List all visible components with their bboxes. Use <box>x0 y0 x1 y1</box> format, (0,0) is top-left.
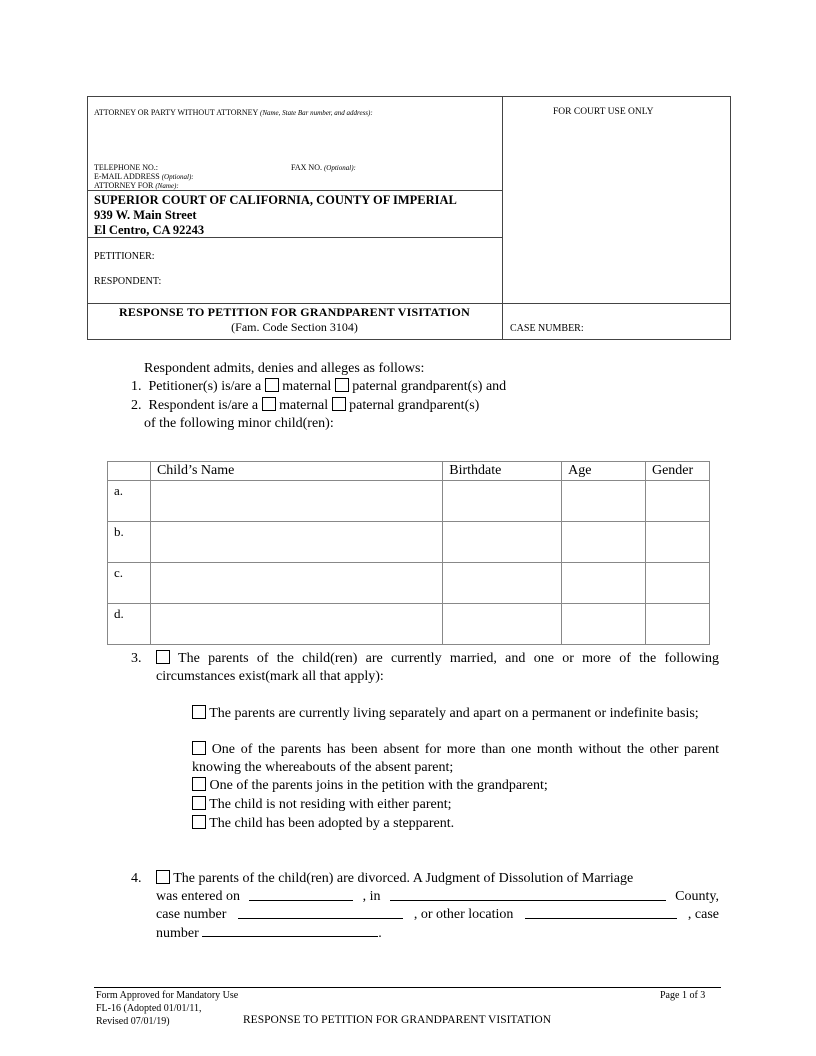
item-4-line-2: was entered on , in County, <box>156 889 719 904</box>
second-case-number-field[interactable] <box>202 924 378 937</box>
table-row <box>108 563 710 604</box>
child-name-cell[interactable] <box>150 481 442 522</box>
header-cell <box>108 462 151 481</box>
age-cell[interactable] <box>562 481 646 522</box>
child-name-cell[interactable] <box>150 604 442 645</box>
birthdate-cell[interactable] <box>443 481 562 522</box>
court-street: 939 W. Main Street <box>94 208 197 222</box>
fax-label: FAX NO. (Optional): <box>291 163 356 172</box>
attorney-label: ATTORNEY OR PARTY WITHOUT ATTORNEY (Name, State Bar number, and address): <box>94 108 373 117</box>
item-4-line-1: The parents of the child(ren) are divorced. A Judgment of Dissolution of Marriage <box>156 870 719 888</box>
birthdate-cell[interactable] <box>443 563 562 604</box>
table-row <box>108 604 710 645</box>
other-location-field[interactable] <box>525 906 677 919</box>
item-2: 2. Respondent is/are a maternal paternal grandparent(s) <box>131 398 480 413</box>
not-residing-checkbox[interactable] <box>192 796 206 810</box>
footer-approved: Form Approved for Mandatory Use <box>96 990 239 1001</box>
maternal-checkbox-1[interactable] <box>265 378 279 392</box>
item-3-number: 3. <box>131 651 142 666</box>
footer-rule <box>94 987 721 988</box>
age-cell[interactable] <box>562 563 646 604</box>
footer-revised: Revised 07/01/19) <box>96 1016 170 1027</box>
item-3-text: The parents of the child(ren) are currently married, and one or more of the following circumstances exist(mark all that apply): <box>156 651 719 684</box>
item-4-line-3: case number , or other location , case <box>156 907 719 922</box>
email-label: E-MAIL ADDRESS (Optional): <box>94 172 194 181</box>
header-cell-child-name: Child’s Name <box>150 462 442 481</box>
birthdate-cell[interactable] <box>443 604 562 645</box>
header-cell-age: Age <box>562 462 646 481</box>
circumstance-option: One of the parents joins in the petition with the grandparent; <box>192 777 548 795</box>
judgment-date-field[interactable] <box>249 888 353 901</box>
gender-cell[interactable] <box>645 481 709 522</box>
gender-cell[interactable] <box>645 604 709 645</box>
joins-petition-checkbox[interactable] <box>192 777 206 791</box>
footer-form-number: FL-16 (Adopted 01/01/11, <box>96 1003 202 1014</box>
maternal-checkbox-2[interactable] <box>262 397 276 411</box>
age-cell[interactable] <box>562 604 646 645</box>
telephone-label: TELEPHONE NO.: <box>94 163 158 172</box>
divorced-checkbox[interactable] <box>156 870 170 884</box>
petitioner-label: PETITIONER: <box>94 251 155 262</box>
header-cell-gender: Gender <box>645 462 709 481</box>
page-number: Page 1 of 3 <box>660 990 706 1001</box>
paternal-checkbox-2[interactable] <box>332 397 346 411</box>
married-checkbox[interactable] <box>156 650 170 664</box>
circumstance-option: The parents are currently living separately and apart on a permanent or indefinite basis; <box>192 705 719 723</box>
header-cell-birthdate: Birthdate <box>443 462 562 481</box>
table-row <box>108 481 710 522</box>
county-field[interactable] <box>390 888 666 901</box>
caption-divider <box>87 303 731 304</box>
stepparent-checkbox[interactable] <box>192 815 206 829</box>
footer-title: RESPONSE TO PETITION FOR GRANDPARENT VISITATION <box>243 1014 552 1026</box>
child-name-cell[interactable] <box>150 563 442 604</box>
absent-parent-checkbox[interactable] <box>192 741 206 755</box>
separated-checkbox[interactable] <box>192 705 206 719</box>
attorney-for-label: ATTORNEY FOR (Name): <box>94 181 179 190</box>
court-city: El Centro, CA 92243 <box>94 223 205 237</box>
table-row <box>108 522 710 563</box>
paternal-checkbox-1[interactable] <box>335 378 349 392</box>
circumstance-option: The child has been adopted by a stepparent. <box>192 815 454 833</box>
gender-cell[interactable] <box>645 563 709 604</box>
caption-divider <box>87 190 502 191</box>
children-table <box>107 461 710 645</box>
minor-children-line: of the following minor child(ren): <box>144 416 334 431</box>
circumstance-option: One of the parents has been absent for more than one month without the other parent knowing the whereabouts of the absent parent; <box>192 742 720 775</box>
row-label: a. <box>108 481 151 522</box>
birthdate-cell[interactable] <box>443 522 562 563</box>
row-label: c. <box>108 563 151 604</box>
court-use-label: FOR COURT USE ONLY <box>553 107 654 117</box>
court-name: SUPERIOR COURT OF CALIFORNIA, COUNTY OF IMPERIAL <box>94 193 457 207</box>
age-cell[interactable] <box>562 522 646 563</box>
row-label: d. <box>108 604 151 645</box>
child-name-cell[interactable] <box>150 522 442 563</box>
item-1: 1. Petitioner(s) is/are a maternal paternal grandparent(s) and <box>131 379 507 394</box>
case-number-label: CASE NUMBER: <box>510 323 584 334</box>
gender-cell[interactable] <box>645 522 709 563</box>
respondent-label: RESPONDENT: <box>94 276 162 287</box>
table-header-row <box>108 462 710 481</box>
circumstance-option: The child is not residing with either parent; <box>192 796 451 814</box>
row-label: b. <box>108 522 151 563</box>
item-4-number: 4. <box>131 871 142 886</box>
case-number-field[interactable] <box>238 906 403 919</box>
item-4-line-4: number . <box>156 926 382 941</box>
intro-line: Respondent admits, denies and alleges as follows: <box>144 361 425 376</box>
form-title: RESPONSE TO PETITION FOR GRANDPARENT VISITATION <box>119 305 470 319</box>
form-subtitle: (Fam. Code Section 3104) <box>231 320 358 334</box>
